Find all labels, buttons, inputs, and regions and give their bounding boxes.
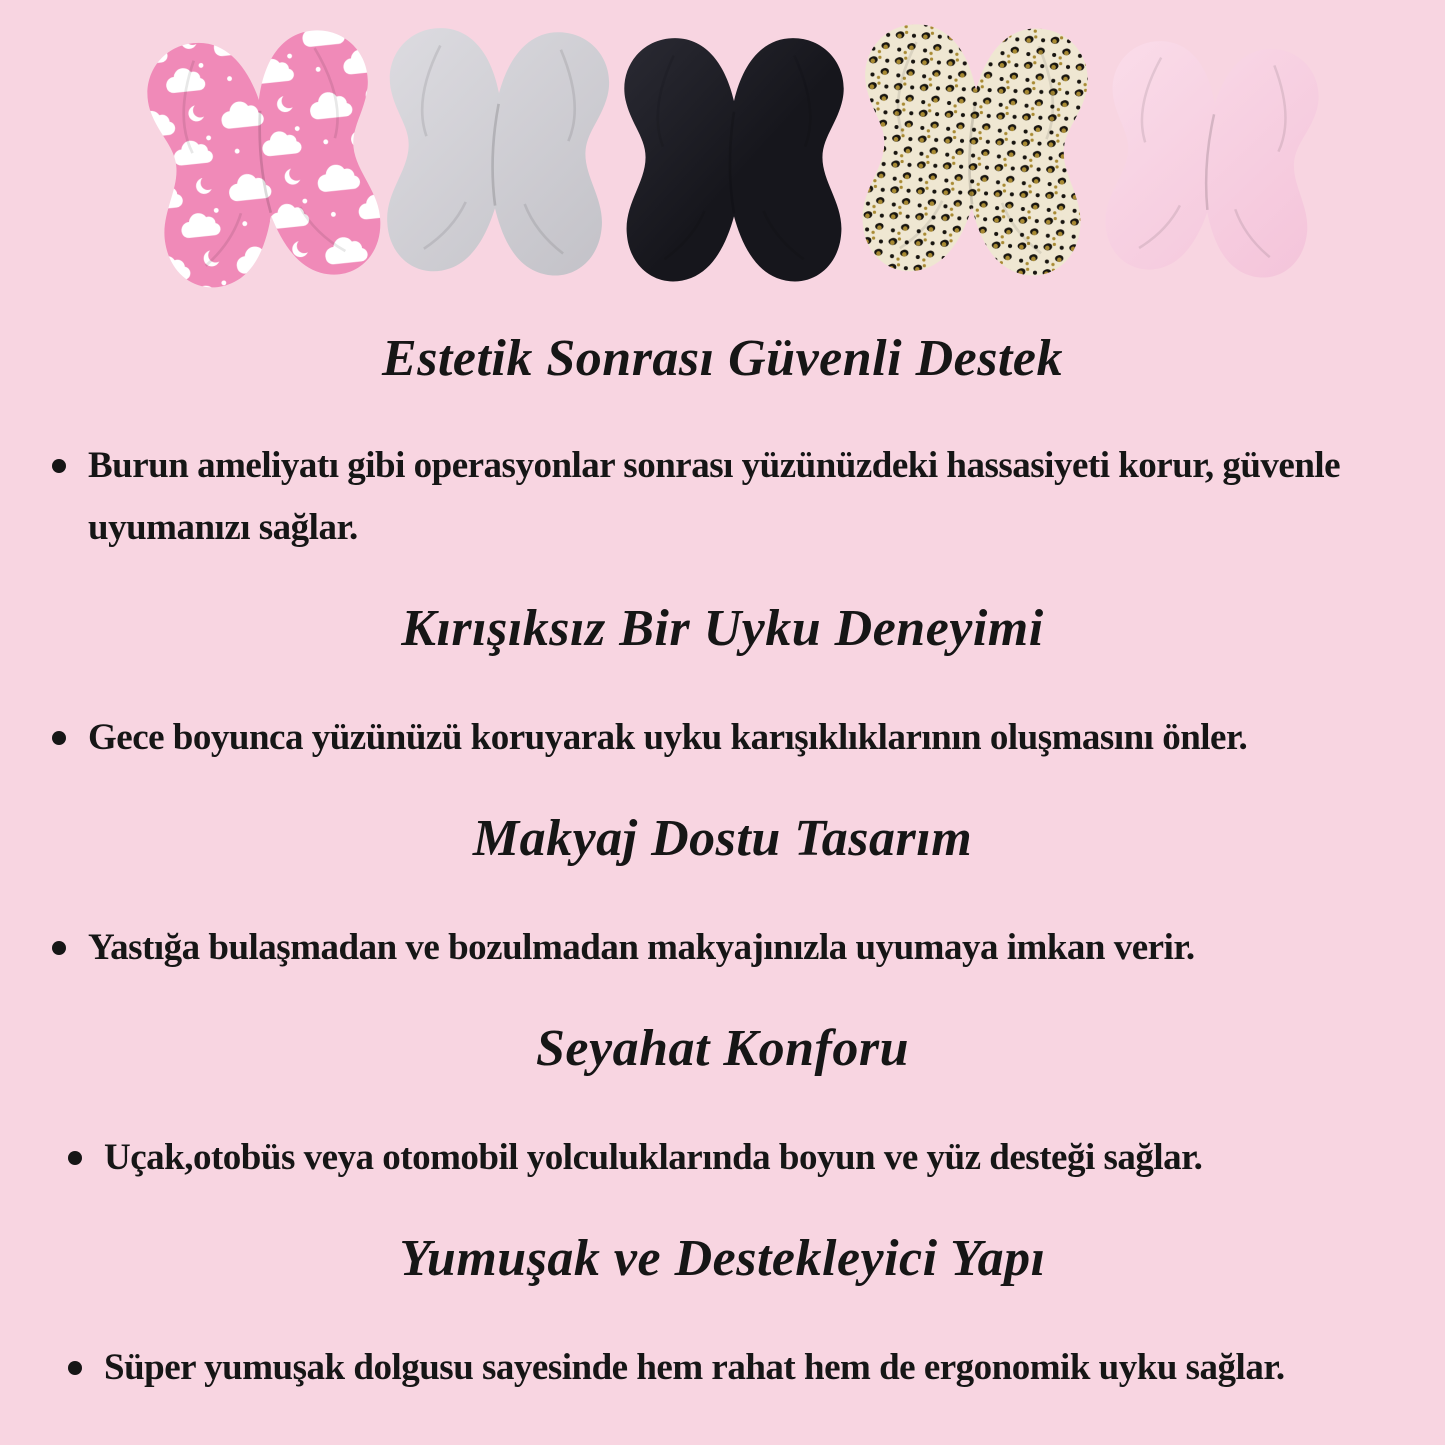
feature-section	[38, 1225, 1407, 1399]
bullet-text: Uçak,otobüs veya otomobil yolculuklarında boyun ve yüz desteği sağlar.	[104, 1137, 1203, 1178]
feature-section	[38, 325, 1407, 559]
feature-section	[38, 805, 1407, 979]
feature-section	[38, 1015, 1407, 1189]
section-heading: Kırışıksız Bir Uyku Deneyimi	[401, 600, 1044, 657]
cloud-print-pillow	[142, 25, 387, 292]
feature-section	[38, 595, 1407, 769]
bullet-marker	[52, 459, 66, 473]
leopard-print-pillow	[858, 23, 1089, 278]
bullet-text: Gece boyunca yüzünüzü koruyarak uyku karışıklıklarının oluşmasını önler.	[88, 717, 1248, 758]
bullet-marker	[68, 1151, 82, 1165]
bullet-item	[38, 1127, 1407, 1189]
bullet-item	[38, 707, 1407, 769]
bullet-item	[38, 917, 1407, 979]
bullet-text: Süper yumuşak dolgusu sayesinde hem rahat hem de ergonomik uyku sağlar.	[104, 1347, 1285, 1388]
section-heading: Seyahat Konforu	[535, 1020, 910, 1077]
pillow-hero-strip	[0, 0, 1445, 315]
feature-list	[0, 325, 1445, 1399]
black-pillow	[624, 38, 843, 281]
section-heading: Makyaj Dostu Tasarım	[472, 810, 973, 867]
bullet-item	[38, 1337, 1407, 1399]
bullet-marker	[52, 941, 66, 955]
gray-pillow	[383, 26, 611, 277]
bullet-item	[38, 435, 1407, 559]
section-heading: Estetik Sonrası Güvenli Destek	[382, 330, 1063, 387]
bullet-text: Burun ameliyatı gibi operasyonlar sonrası yüzünüzdeki hassasiyeti korur, güvenle uyumanızı sağlar.	[88, 445, 1341, 548]
light-pink-pillow	[1100, 38, 1322, 281]
section-heading: Yumuşak ve Destekleyici Yapı	[399, 1230, 1046, 1287]
pillow-row-graphic	[0, 0, 1445, 315]
bullet-marker	[52, 731, 66, 745]
bullet-text: Yastığa bulaşmadan ve bozulmadan makyajınızla uyumaya imkan verir.	[88, 927, 1195, 968]
bullet-marker	[68, 1361, 82, 1375]
